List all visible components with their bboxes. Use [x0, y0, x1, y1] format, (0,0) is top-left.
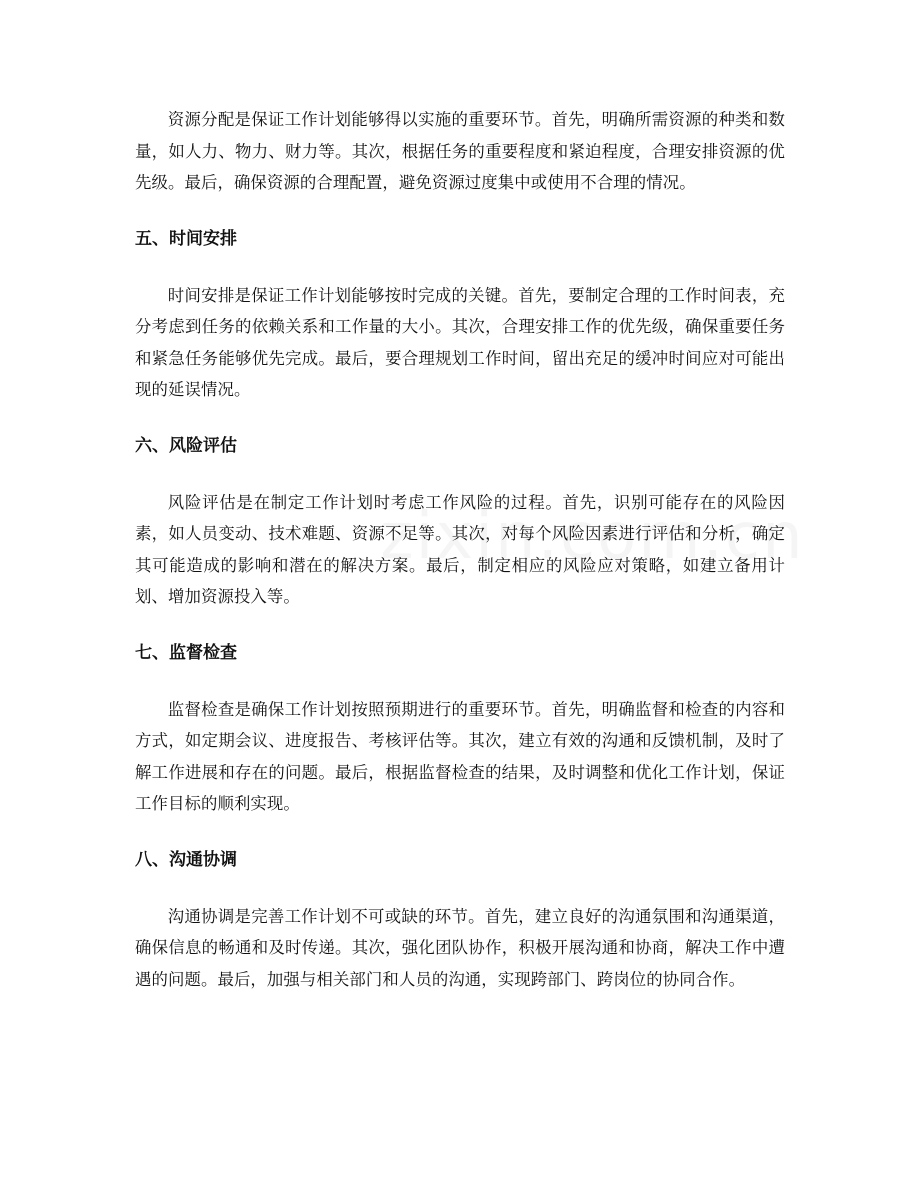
section-paragraph-supervision: 监督检查是确保工作计划按照预期进行的重要环节。首先，明确监督和检查的内容和方式，如定期会议、进度报告、考核评估等。其次，建立有效的沟通和反馈机制，及时了解工作进展和存在的问题。最后，根据监督检查的结果，及时调整和优化工作计划，保证工作目标的顺利实现。: [135, 699, 785, 813]
section-heading-time: 五、时间安排: [135, 228, 237, 249]
section-heading-risk: 六、风险评估: [135, 435, 237, 456]
section-paragraph-risk: 风险评估是在制定工作计划时考虑工作风险的过程。首先，识别可能存在的风险因素，如人员变动、技术难题、资源不足等。其次，对每个风险因素进行评估和分析，确定其可能造成的影响和潜在的解决方案。最后，制定相应的风险应对策略，如建立备用计划、增加资源投入等。: [135, 492, 785, 606]
document-page: [135, 104, 785, 995]
section-heading-communication: 八、沟通协调: [135, 849, 237, 870]
section-heading-supervision: 七、监督检查: [135, 642, 237, 663]
section-paragraph-communication: 沟通协调是完善工作计划不可或缺的环节。首先，建立良好的沟通氛围和沟通渠道，确保信息的畅通和及时传递。其次，强化团队协作，积极开展沟通和协商，解决工作中遭遇的问题。最后，加强与相关部门和人员的沟通，实现跨部门、跨岗位的协同合作。: [135, 906, 785, 989]
section-paragraph-time: 时间安排是保证工作计划能够按时完成的关键。首先，要制定合理的工作时间表，充分考虑到任务的依赖关系和工作量的大小。其次，合理安排工作的优先级，确保重要任务和紧急任务能够优先完成。最后，要合理规划工作时间，留出充足的缓冲时间应对可能出现的延误情况。: [135, 285, 785, 399]
intro-paragraph: 资源分配是保证工作计划能够得以实施的重要环节。首先，明确所需资源的种类和数量，如人力、物力、财力等。其次，根据任务的重要程度和紧迫程度，合理安排资源的优先级。最后，确保资源的合理配置，避免资源过度集中或使用不合理的情况。: [135, 110, 785, 192]
